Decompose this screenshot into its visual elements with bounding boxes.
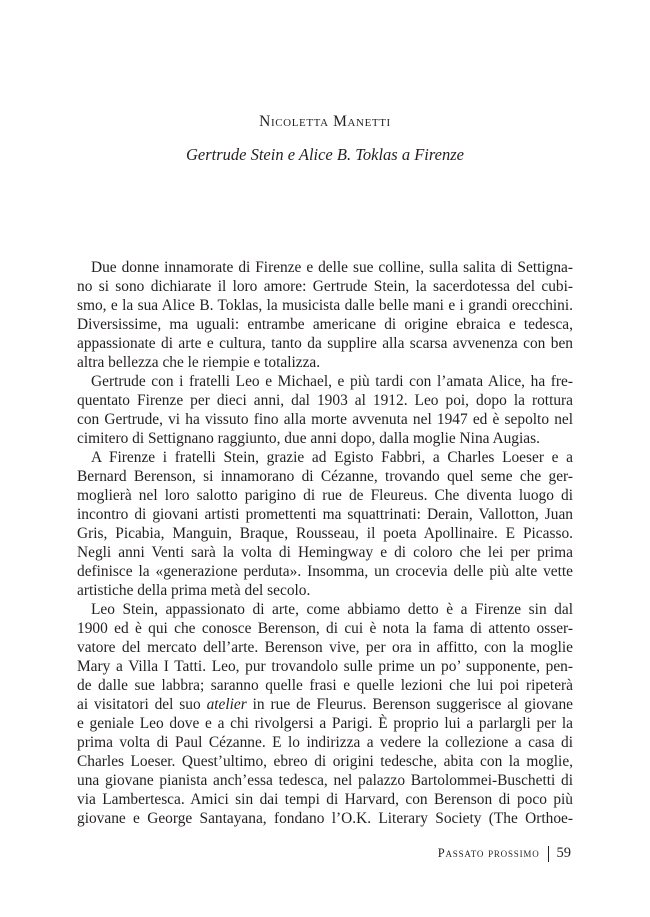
text-line: Diversissime, ma uguali: entrambe americane di origine ebraica e tedesca,: [77, 316, 573, 333]
article-title: Gertrude Stein e Alice B. Toklas a Firenze: [185, 145, 464, 164]
text-line: quentato Firenze per dieci anni, dal 1903 al 1912. Leo poi, dopo la rottura: [77, 392, 573, 409]
text-line: appassionate di arte e cultura, tanto da supplire alla scarsa avvenenza con ben: [77, 335, 573, 352]
text-line: prima volta di Paul Cézanne. E lo indirizza a vedere la collezione a casa di: [77, 734, 573, 751]
text-line: Due donne innamorate di Firenze e delle sue colline, sulla salita di Settigna-: [91, 259, 573, 276]
text-line: via Lambertesca. Amici sin dai tempi di Harvard, con Berenson di poco più: [77, 791, 573, 808]
text-line: altra bellezza che le riempie e totalizza.: [77, 354, 321, 371]
text-line: e geniale Leo dove e a chi rivolgersi a Parigi. È proprio lui a parlargli per la: [77, 715, 573, 732]
text-line: Negli anni Venti sarà la volta di Hemingway e di coloro che lei per prima: [77, 544, 573, 561]
text-line: una giovane pianista anch’essa tedesca, nel palazzo Bartolommei-Buschetti di: [77, 772, 573, 789]
italic-term: atelier: [206, 696, 247, 713]
text-line: Gris, Picabia, Manguin, Braque, Rousseau, il poeta Apollinaire. E Picasso.: [77, 525, 573, 542]
footer-divider: [548, 846, 549, 862]
text-line: con Gertrude, vi ha vissuto fino alla morte avvenuta nel 1947 ed è sepolto nel: [77, 411, 573, 428]
text-line: smo, e la sua Alice B. Toklas, la musicista dalle belle mani e i grandi orecchini.: [77, 297, 573, 314]
text-line: cimitero di Settignano raggiunto, due anni dopo, dalla moglie Nina Augias.: [77, 430, 540, 447]
text-line: Leo Stein, appassionato di arte, come abbiamo detto è a Firenze sin dal: [91, 601, 573, 618]
text-line: moglierà nel loro salotto parigino di rue de Fleureus. Che diventa luogo di: [77, 487, 573, 504]
text-line: de dalle sue labbra; saranno quelle frasi e quelle lezioni che lui poi ripeterà: [77, 677, 573, 694]
body-text: [77, 258, 573, 828]
text-line: definisce la «generazione perduta». Insomma, un crocevia delle più alte vette: [77, 563, 573, 580]
text-line: ai visitatori del suo atelier in rue de Fleurus. Berenson suggerisce al giovane: [77, 696, 573, 713]
page-footer: [438, 845, 571, 862]
text-line: giovane e George Santayana, fondano l’O.K. Literary Society (The Orthoe-: [77, 810, 573, 827]
text-line: A Firenze i fratelli Stein, grazie ad Egisto Fabbri, a Charles Loeser e a: [91, 449, 573, 466]
text-line: artistiche della prima metà del secolo.: [77, 582, 311, 599]
text-line: 1900 ed è qui che conosce Berenson, di cui è nota la fama di attento osser-: [77, 620, 573, 637]
running-footer-section: Passato prossimo: [437, 846, 540, 860]
text-line: no si sono dichiarate il loro amore: Gertrude Stein, la sacerdotessa del cubi-: [77, 278, 573, 295]
text-line: incontro di giovani artisti promettenti ma squattrinati: Derain, Vallotton, Juan: [77, 506, 573, 523]
text-line: Bernard Berenson, si innamorano di Cézanne, trovando quel seme che ger-: [77, 468, 573, 485]
text-line: Mary a Villa I Tatti. Leo, pur trovandolo sulle prime un po’ supponente, pen-: [77, 658, 573, 675]
text-line: Gertrude con i fratelli Leo e Michael, e più tardi con l’amata Alice, ha fre-: [91, 373, 573, 390]
author-name: Nicoletta Manetti: [259, 113, 391, 130]
text-line: vatore del mercato dell’arte. Berenson vive, per ora in affitto, con la moglie: [77, 639, 573, 656]
page-number: 59: [556, 845, 571, 861]
text-line: Charles Loeser. Quest’ultimo, ebreo di origini tedesche, abita con la moglie,: [77, 753, 573, 770]
